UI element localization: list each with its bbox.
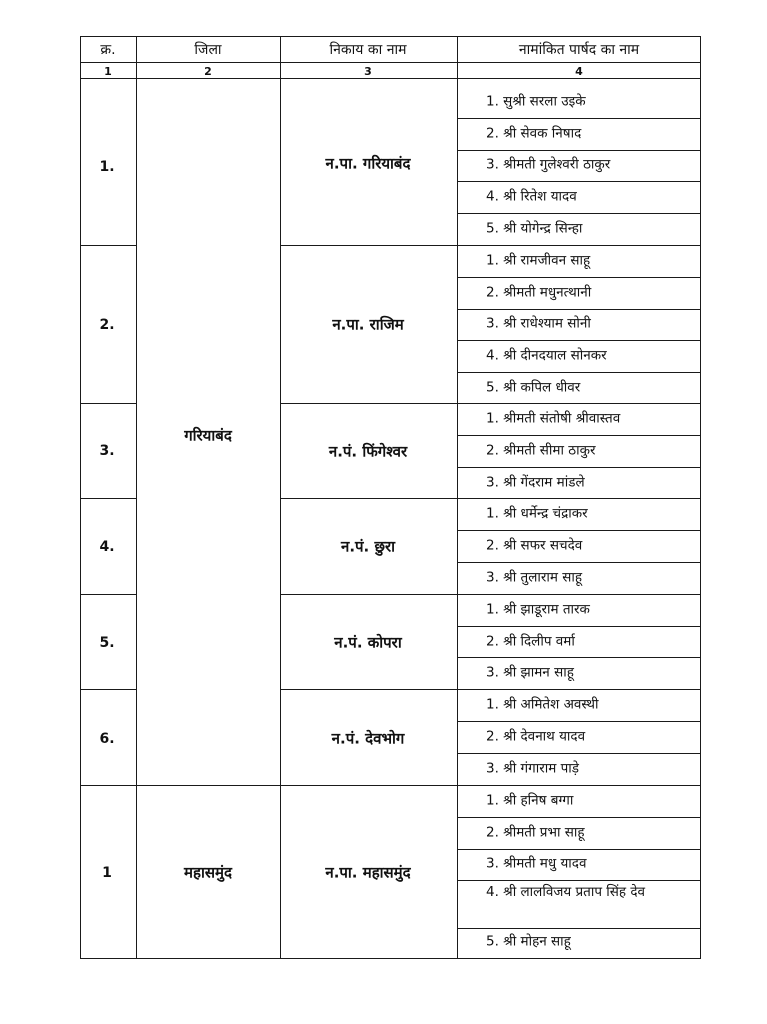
councillor-name: 3. श्रीमती मधु यादव	[486, 855, 587, 872]
councillor-name: 3. श्री तुलाराम साहू	[486, 569, 583, 586]
row-divider	[280, 245, 701, 246]
name-divider	[457, 213, 701, 214]
councillor-name: 2. श्री सफर सचदेव	[486, 537, 583, 554]
row-divider	[80, 594, 136, 595]
councillor-name: 3. श्रीमती गुलेश्वरी ठाकुर	[486, 156, 611, 173]
body-name: न.पं. कोपरा	[334, 633, 402, 652]
body-name: न.पं. देवभोग	[331, 729, 405, 748]
councillor-name: 1. श्री रामजीवन साहू	[486, 252, 591, 269]
name-divider	[457, 530, 701, 531]
councillor-name: 3. श्री गंगाराम पाड़े	[486, 760, 579, 777]
name-divider	[457, 150, 701, 151]
row-divider	[80, 245, 136, 246]
name-divider	[457, 657, 701, 658]
district-divider	[80, 785, 701, 786]
councillor-name: 3. श्री गेंदराम मांडले	[486, 474, 585, 491]
councillor-name: 1. सुश्री सरला उइके	[486, 93, 586, 110]
table-top-border	[80, 36, 701, 37]
body-name: न.पा. गरियाबंद	[325, 154, 411, 173]
serial-number: 5.	[99, 635, 115, 651]
header-serial: क्र.	[100, 42, 116, 58]
row-divider	[80, 403, 136, 404]
row-divider	[280, 594, 701, 595]
name-divider	[457, 626, 701, 627]
councillor-name: 2. श्री देवनाथ यादव	[486, 728, 586, 745]
name-divider	[457, 340, 701, 341]
name-divider	[457, 880, 701, 881]
councillor-name: 5. श्री योगेन्द्र सिन्हा	[486, 220, 583, 237]
row-divider	[80, 689, 136, 690]
councillor-name: 1. श्री धर्मेन्द्र चंद्राकर	[486, 505, 588, 522]
name-divider	[457, 817, 701, 818]
serial-number: 1.	[99, 159, 115, 175]
councillor-name: 1. श्री हनिष बग्गा	[486, 792, 574, 809]
column-number-2: 2	[204, 65, 212, 78]
name-divider	[457, 928, 701, 929]
name-divider	[457, 562, 701, 563]
column-number-3: 3	[364, 65, 372, 78]
body-name: न.पं. छुरा	[341, 537, 395, 556]
name-divider	[457, 467, 701, 468]
councillor-name: 2. श्री सेवक निषाद	[486, 125, 582, 142]
councillor-name: 2. श्री दिलीप वर्मा	[486, 633, 575, 650]
serial-number: 1	[102, 865, 112, 881]
councillor-name: 2. श्रीमती सीमा ठाकुर	[486, 442, 596, 459]
name-divider	[457, 181, 701, 182]
councillor-name: 1. श्री अमितेश अवस्थी	[486, 696, 599, 713]
councillor-name: 4. श्री लालविजय प्रताप सिंह देव	[486, 884, 646, 900]
column-number-1: 1	[104, 65, 112, 78]
serial-number: 4.	[99, 539, 115, 555]
serial-number: 6.	[99, 731, 115, 747]
councillor-name: 1. श्री झाडूराम तारक	[486, 601, 590, 618]
header-body: निकाय का नाम	[329, 42, 407, 58]
name-divider	[457, 118, 701, 119]
header-councillor: नामांकित पार्षद का नाम	[518, 42, 640, 58]
header-district: जिला	[194, 42, 222, 58]
row-divider	[280, 689, 701, 690]
body-name: न.पं. फिंगेश्वर	[328, 442, 408, 461]
name-divider	[457, 309, 701, 310]
body-name: न.पा. राजिम	[332, 315, 404, 334]
name-divider	[457, 277, 701, 278]
councillor-name: 1. श्रीमती संतोषी श्रीवास्तव	[486, 410, 621, 427]
councillor-name: 2. श्रीमती प्रभा साहू	[486, 824, 585, 841]
serial-number: 3.	[99, 443, 115, 459]
header-bottom-border	[80, 62, 701, 63]
name-divider	[457, 849, 701, 850]
councillor-name: 3. श्री राधेश्याम सोनी	[486, 315, 591, 332]
row-divider	[280, 498, 701, 499]
district-name: महासमुंद	[184, 863, 232, 882]
name-divider	[457, 721, 701, 722]
body-name: न.पा. महासमुंद	[325, 863, 411, 882]
councillor-name: 4. श्री दीनदयाल सोनकर	[486, 347, 607, 364]
column-number-4: 4	[575, 65, 583, 78]
councillor-name: 5. श्री मोहन साहू	[486, 933, 571, 950]
name-divider	[457, 753, 701, 754]
name-divider	[457, 372, 701, 373]
councillor-name: 5. श्री कपिल धीवर	[486, 379, 581, 396]
serial-col-divider	[136, 36, 137, 959]
number-row-bottom-border	[80, 78, 701, 79]
name-divider	[457, 435, 701, 436]
councillor-name: 4. श्री रितेश यादव	[486, 188, 577, 205]
councillor-name: 2. श्रीमती मधुनत्थानी	[486, 284, 592, 301]
district-name: गरियाबंद	[184, 426, 232, 445]
table-bottom-border	[80, 958, 701, 959]
row-divider	[280, 403, 701, 404]
serial-number: 2.	[99, 317, 115, 333]
row-divider	[80, 498, 136, 499]
councillor-name: 3. श्री झामन साहू	[486, 664, 574, 681]
